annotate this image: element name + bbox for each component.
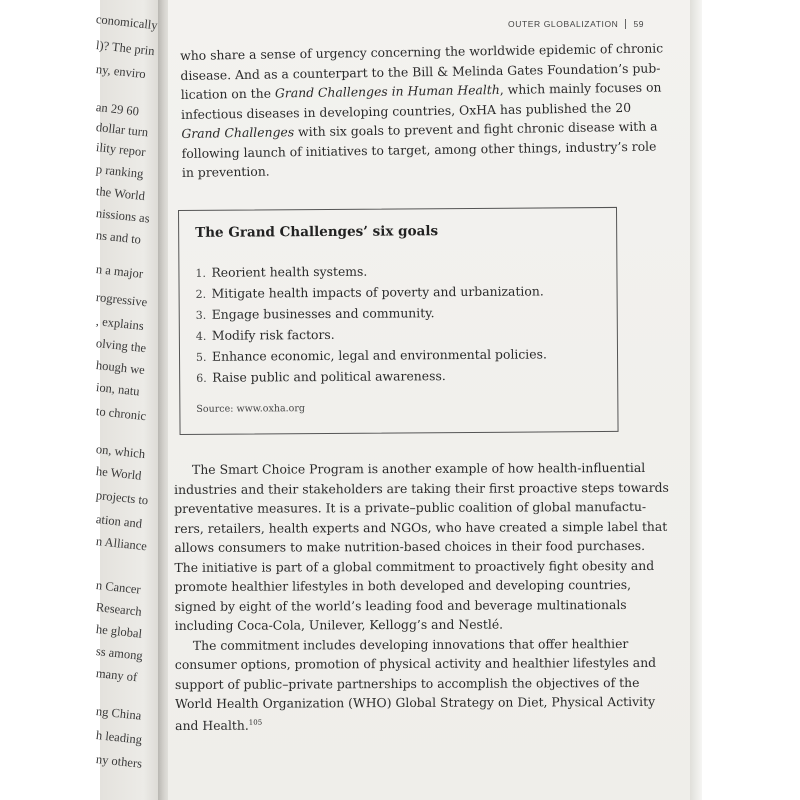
- header-divider: [625, 19, 626, 29]
- goals-list: [195, 260, 547, 388]
- left-page-text-fragment: dollar turn: [95, 120, 149, 140]
- list-item: [195, 260, 546, 283]
- list-item: [196, 344, 547, 367]
- list-item: [196, 323, 547, 346]
- item-text: Mitigate health impacts of poverty and urbanization.: [211, 283, 544, 301]
- text-line: consumer options, promotion of physical activity and healthier lifestyles and: [174, 654, 657, 672]
- grand-challenges-box: [178, 207, 619, 435]
- left-page-text-fragment: olving the: [95, 336, 147, 356]
- left-page-text-fragment: he global: [95, 622, 143, 641]
- left-page-text-fragment: the World: [95, 184, 146, 204]
- left-page-text-fragment: ion, natu: [95, 380, 141, 399]
- text-line: promote healthier lifestyles in both developed and developing countries,: [174, 577, 632, 594]
- text-line: infectious diseases in developing countries, OxHA has published the 20: [180, 99, 632, 122]
- smart-choice-paragraphs: [174, 458, 669, 735]
- text-run: lication on the: [180, 85, 276, 102]
- text-line: The Smart Choice Program is another example of how health-influential: [192, 459, 646, 477]
- footnote-ref: 105: [248, 718, 263, 727]
- text-line: rers, retailers, health experts and NGOs, who have created a simple label that: [174, 518, 668, 536]
- left-page-text-fragment: l)? The prin: [95, 38, 156, 59]
- text-line: who share a sense of urgency concerning the worldwide epidemic of chronic: [180, 40, 664, 63]
- left-page-text-fragment: hough we: [95, 358, 146, 378]
- list-item: [196, 365, 547, 388]
- text-line: industries and their stakeholders are taking their first proactive steps towards: [174, 479, 669, 497]
- text-line: The initiative is part of a global commitment to proactively fight obesity and: [174, 557, 655, 575]
- text-line: [175, 712, 627, 735]
- box-source: Source: www.oxha.org: [196, 403, 305, 415]
- text-line: disease. And as a counterpart to the Bill & Melinda Gates Foundation’s pub-: [180, 59, 661, 83]
- text-run: with six goals to prevent and fight chronic disease with a: [294, 118, 658, 140]
- left-page-text-fragment: h leading: [95, 728, 143, 747]
- item-text: Engage businesses and community.: [211, 305, 435, 322]
- item-text: Enhance economic, legal and environmental policies.: [211, 346, 547, 364]
- left-page-text-fragment: ny, enviro: [95, 62, 147, 82]
- item-number: 2.: [195, 287, 207, 301]
- left-page-text-fragment: rogressive: [95, 290, 148, 310]
- item-number: 3.: [195, 308, 207, 322]
- box-title: The Grand Challenges’ six goals: [195, 223, 439, 241]
- text-line: allows consumers to make nutrition-based choices in their food purchases.: [174, 537, 646, 555]
- text-line: in prevention.: [181, 163, 270, 180]
- item-text: Reorient health systems.: [211, 263, 368, 280]
- running-header: [508, 19, 644, 29]
- text-run: and Health.: [175, 717, 249, 733]
- left-page-text-fragment: projects to: [95, 488, 149, 508]
- left-page-text-fragment: , explains: [95, 314, 145, 333]
- left-page-text-fragment: he World: [95, 464, 143, 483]
- chapter-title: OUTER GLOBALIZATION: [508, 19, 619, 29]
- list-item: [196, 302, 547, 325]
- book-title: Grand Challenges in Human Health: [274, 81, 500, 101]
- left-page-text-fragment: many of: [95, 666, 138, 685]
- text-line: World Health Organization (WHO) Global Strategy on Diet, Physical Activity: [175, 693, 656, 711]
- list-item: [196, 281, 547, 304]
- item-text: Raise public and political awareness.: [212, 368, 446, 385]
- left-page-text-fragment: ility repor: [95, 140, 147, 160]
- left-page-text-fragment: an 29 60: [95, 100, 140, 119]
- item-number: 5.: [195, 350, 207, 364]
- page-number: 59: [633, 19, 645, 29]
- left-page-text-fragment: ny others: [95, 752, 143, 771]
- left-page-text-fragment: to chronic: [95, 404, 147, 424]
- text-line: following launch of initiatives to target, among other things, industry’s role: [181, 138, 657, 161]
- text-line: including Coca-Cola, Unilever, Kellogg’s and Nestlé.: [174, 616, 504, 633]
- text-line: signed by eight of the world’s leading food and beverage multinationals: [174, 596, 627, 614]
- left-page-text-fragment: on, which: [95, 442, 146, 462]
- left-page-text-fragment: ng China: [95, 704, 143, 723]
- left-page-text-fragment: Research: [95, 600, 143, 619]
- left-page: [95, 0, 162, 800]
- page-edge: [690, 0, 702, 800]
- item-number: 4.: [195, 329, 207, 343]
- item-number: 6.: [196, 371, 207, 385]
- left-page-text-fragment: ation and: [95, 512, 143, 531]
- book-title: Grand Challenges: [181, 124, 295, 141]
- top-paragraph: [180, 39, 664, 183]
- left-page-text-fragment: ns and to: [95, 228, 142, 247]
- item-text: Modify risk factors.: [211, 326, 335, 343]
- text-line: The commitment includes developing innovations that offer healthier: [192, 635, 629, 653]
- left-page-text-fragment: p ranking: [95, 162, 145, 181]
- left-page-text-fragment: n Alliance: [95, 534, 148, 554]
- item-number: 1.: [195, 266, 206, 280]
- text-line: support of public–private partnerships to accomplish the objectives of the: [174, 674, 640, 692]
- left-page-text-fragment: ss among: [95, 644, 144, 663]
- text-run: , which mainly focuses on: [499, 79, 662, 97]
- left-page-text-fragment: nissions as: [95, 206, 151, 226]
- left-page-text-fragment: n a major: [95, 262, 144, 281]
- text-line: preventative measures. It is a private–public coalition of global manufactu-: [174, 498, 647, 516]
- left-page-text-fragment: n Cancer: [95, 578, 142, 597]
- left-page-text-fragment: conomically: [95, 12, 159, 33]
